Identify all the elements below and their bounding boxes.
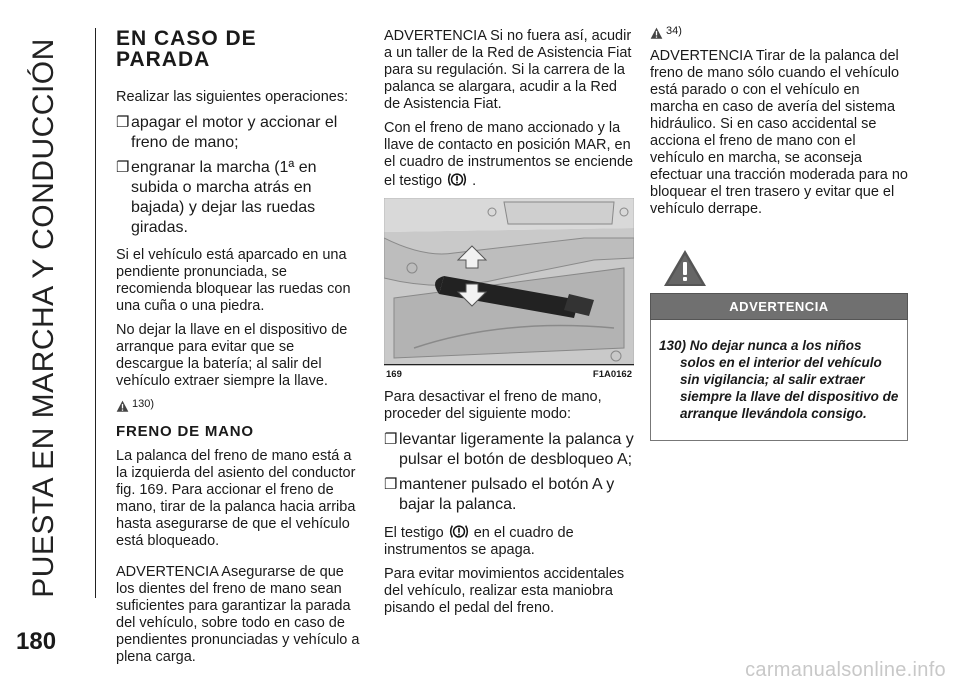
- checkbox-bullet-icon: ❐: [116, 114, 130, 131]
- warning-body: 130) No dejar nunca a los niños solos en el interior del vehículo sin vigilancia; al salir extraer siempre la llave del dispositivo de arranque llevándola consigo.: [650, 320, 908, 441]
- list-item: ❐ engranar la marcha (1ª en subida o marcha atrás en bajada) y dejar las ruedas giradas.: [116, 159, 317, 236]
- figure-number: 169: [386, 369, 402, 380]
- brake-warning-icon: [447, 171, 467, 188]
- list-item: ❐ levantar ligeramente la palanca y pulsar el botón de desbloqueo A;: [384, 431, 634, 468]
- paragraph: ADVERTENCIA Si no fuera así, acudir a un taller de la Red de Asistencia Fiat para su regulación. Si la carrera de la palanca se alargara, acudir a la Red de Asistencia Fiat.: [384, 28, 632, 112]
- page-number: 180: [16, 628, 57, 655]
- column-3: [650, 25, 908, 441]
- handbrake-figure: [384, 198, 634, 380]
- column-2: [384, 28, 634, 624]
- figure-caption: [384, 366, 634, 380]
- chapter-title: PUESTA EN MARCHA Y CONDUCCIÓN: [27, 38, 61, 598]
- margin-rule: [95, 28, 96, 598]
- warning-triangle-icon: [662, 248, 708, 288]
- list-item: ❐ apagar el motor y accionar el freno de mano;: [116, 114, 338, 151]
- watermark: carmanualsonline.info: [745, 659, 946, 681]
- warning-icon: [650, 27, 663, 40]
- checkbox-bullet-icon: ❐: [384, 431, 398, 448]
- warning-header: ADVERTENCIA: [650, 293, 908, 320]
- list-item: ❐ mantener pulsado el botón A y bajar la palanca.: [384, 476, 615, 513]
- figure-code: F1A0162: [592, 369, 632, 380]
- intro-text: Realizar las siguientes operaciones:: [116, 89, 349, 105]
- paragraph: ADVERTENCIA Asegurarse de que los dientes del freno de mano sean suficientes para garantizar la parada del vehículo, sobre todo en caso de pendientes pronunciadas y vehículo a plena carga.: [116, 564, 360, 665]
- paragraph: La palanca del freno de mano está a la izquierda del asiento del conductor fig. 169. Para accionar el freno de mano, tirar de la palanca hacia arriba hasta asegurarse de que el vehículo está bloqueado.: [116, 448, 356, 549]
- checkbox-bullet-icon: ❐: [384, 476, 398, 493]
- note-reference: 130): [116, 397, 362, 413]
- section-heading: EN CASO DE PARADA: [116, 27, 257, 71]
- subheading: FRENO DE MANO: [116, 423, 254, 440]
- column-1: [116, 28, 362, 673]
- paragraph: El testigo en el cuadro de instrumentos se apaga.: [384, 525, 574, 558]
- note-reference: 34): [650, 24, 908, 40]
- paragraph: Para evitar movimientos accidentales del vehículo, realizar esta maniobra pisando el pedal del freno.: [384, 566, 625, 616]
- paragraph: Si el vehículo está aparcado en una pendiente pronunciada, se recomienda bloquear las ruedas con una cuña o una piedra.: [116, 247, 351, 314]
- paragraph: No dejar la llave en el dispositivo de arranque para evitar que se descargue la batería; al salir del vehículo extraer siempre la llave.: [116, 322, 348, 389]
- paragraph: Con el freno de mano accionado y la llave de contacto en posición MAR, en el cuadro de instrumentos se enciende el testigo .: [384, 120, 634, 189]
- handbrake-illustration: [384, 198, 634, 366]
- paragraph: ADVERTENCIA Tirar de la palanca del freno de mano sólo cuando el vehículo está parado o con el vehículo en marcha en caso de avería del sistema hidráulico. Si en caso accidental se acciona el freno de mano con el vehículo en marcha, se aconseja efectuar una tracción moderada para no bloquear el tren trasero y evitar que el vehículo derrape.: [650, 48, 908, 217]
- figure-rule: [384, 364, 634, 365]
- checkbox-bullet-icon: ❐: [116, 159, 130, 176]
- paragraph: Para desactivar el freno de mano, proceder del siguiente modo:: [384, 389, 602, 422]
- warning-icon: [116, 400, 129, 413]
- brake-warning-icon: [449, 523, 469, 540]
- warning-box: [650, 248, 908, 441]
